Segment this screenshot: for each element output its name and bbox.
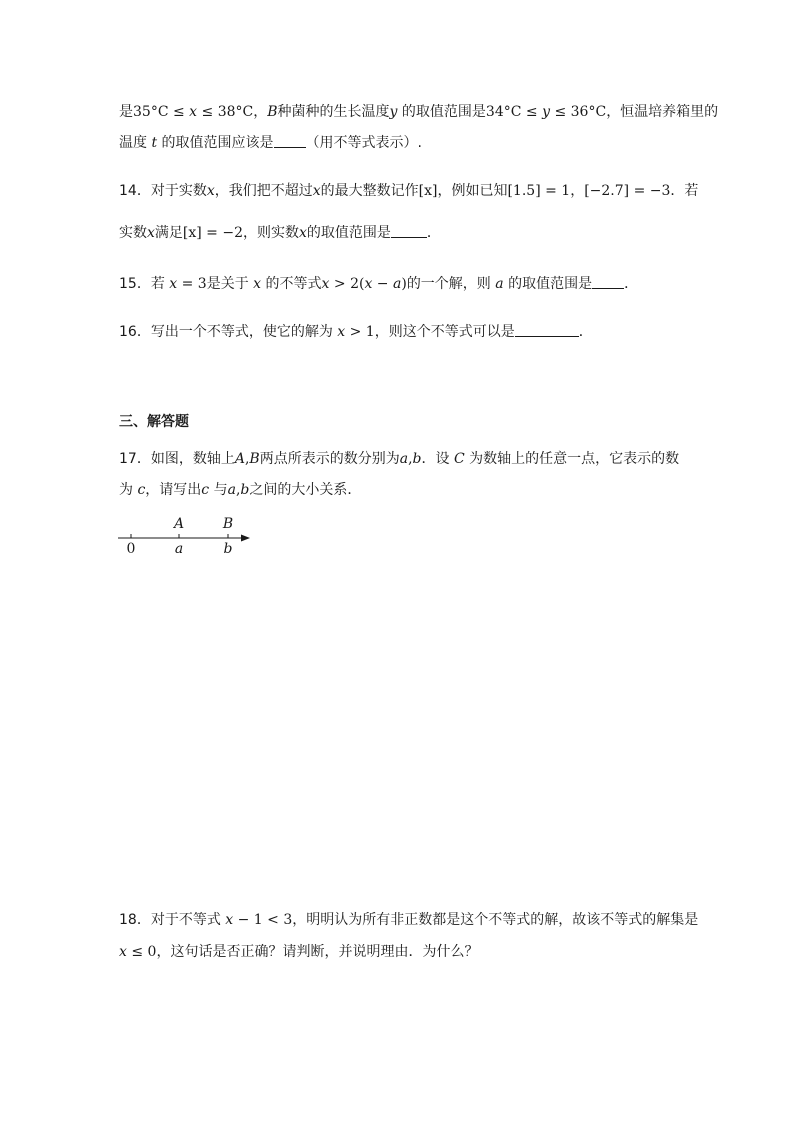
- q17-line-2: 为 c，请写出c 与a,b之间的大小关系．: [119, 482, 362, 498]
- answer-blank[interactable]: [592, 274, 624, 289]
- q15-line-1: 15．若 x = 3是关于 x 的不等式x > 2(x − a)的一个解，则 a 的取值范围是 ．: [119, 276, 639, 292]
- q17-line-1: 17．如图，数轴上A,B两点所表示的数分别为a,b．设 C 为数轴上的任意一点，它表示的数: [119, 451, 680, 467]
- tick-label-b: b: [223, 541, 233, 557]
- answer-blank[interactable]: [391, 223, 427, 238]
- q13-line-2: 温度 t 的取值范围应该是 （用不等式表示）.: [119, 135, 422, 151]
- tick-label-zero: 0: [126, 541, 136, 557]
- tick-label-a: a: [174, 541, 184, 557]
- section-heading: 三、解答题: [119, 414, 189, 430]
- answer-blank[interactable]: [515, 322, 579, 337]
- q18-line-1: 18．对于不等式 x − 1 < 3，明明认为所有非正数都是这个不等式的解，故该不等式的解集是: [119, 912, 699, 928]
- answer-blank[interactable]: [274, 133, 306, 148]
- q16-line-1: 16．写出一个不等式，使它的解为 x > 1，则这个不等式可以是 ．: [119, 324, 593, 340]
- point-label-a-upper: A: [173, 516, 185, 532]
- q13-line-1: 是35°C ≤ x ≤ 38°C，B种菌种的生长温度y 的取值范围是34°C ≤ y ≤ 36°C，恒温培养箱里的: [119, 104, 719, 120]
- point-label-b-upper: B: [222, 516, 234, 532]
- number-line-figure: [114, 512, 254, 558]
- arrow-right-icon: [241, 535, 250, 542]
- q14-line-1: 14．对于实数x，我们把不超过x的最大整数记作[x]，例如已知[1.5] = 1，[−2.7] = −3．若: [119, 183, 699, 199]
- q18-line-2: x ≤ 0，这句话是否正确？请判断，并说明理由．为什么？: [119, 944, 479, 960]
- q14-line-2: 实数x满足[x] = −2，则实数x的取值范围是 ．: [119, 225, 441, 241]
